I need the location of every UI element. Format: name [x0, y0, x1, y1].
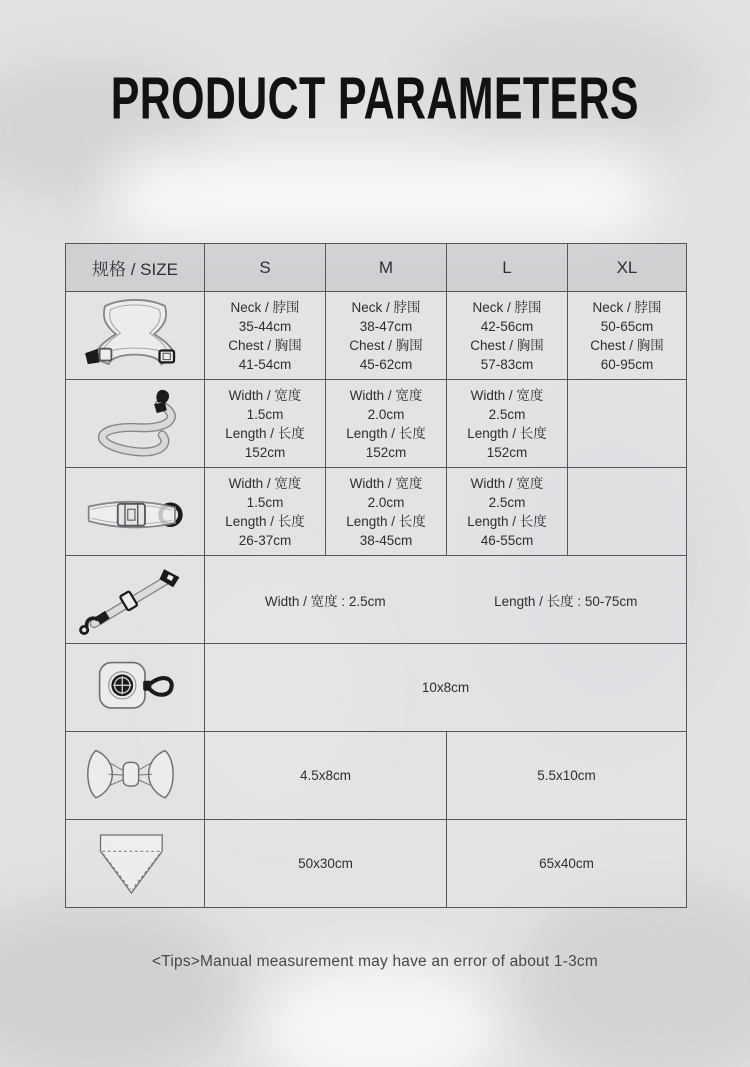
bandana-size-sm: 50x30cm: [205, 820, 447, 908]
bow-tie-size-lxl: 5.5x10cm: [447, 732, 687, 820]
collar-size-xl-empty: [568, 468, 687, 556]
background-texture: [520, 880, 750, 1067]
leash-size-s: Width / 宽度 1.5cm Length / 长度 152cm: [205, 380, 326, 468]
harness-size-l: Neck / 脖围 42-56cm Chest / 胸围 57-83cm: [447, 292, 568, 380]
bandana-size-lxl: 65x40cm: [447, 820, 687, 908]
bandana-icon: [66, 820, 205, 908]
collar-size-s: Width / 宽度 1.5cm Length / 长度 26-37cm: [205, 468, 326, 556]
seatbelt-width: Width / 宽度 : 2.5cm: [264, 593, 386, 609]
leash-size-m: Width / 宽度 2.0cm Length / 长度 152cm: [326, 380, 447, 468]
leash-icon: [66, 380, 205, 468]
measurement-tip: <Tips>Manual measurement may have an error of about 1-3cm: [152, 953, 598, 970]
harness-size-s: Neck / 脖围 35-44cm Chest / 胸围 41-54cm: [205, 292, 326, 380]
harness-size-xl: Neck / 脖围 50-65cm Chest / 胸围 60-95cm: [568, 292, 687, 380]
header-col-xl: XL: [568, 244, 687, 292]
background-texture: [0, 900, 240, 1067]
collar-size-l: Width / 宽度 2.5cm Length / 长度 46-55cm: [447, 468, 568, 556]
row-bag-dispenser: [66, 644, 687, 732]
harness-icon: [66, 292, 205, 380]
bag-dispenser-icon: [66, 644, 205, 732]
collar-size-m: Width / 宽度 2.0cm Length / 长度 38-45cm: [326, 468, 447, 556]
leash-size-xl-empty: [568, 380, 687, 468]
page-title: PRODUCT PARAMETERS: [110, 65, 640, 132]
row-bow-tie: [66, 732, 687, 820]
bow-tie-size-sm: 4.5x8cm: [205, 732, 447, 820]
row-collar: [66, 468, 687, 556]
bow-tie-icon: [66, 732, 205, 820]
seatbelt-dimensions: [205, 556, 687, 644]
header-col-l: L: [447, 244, 568, 292]
collar-icon: [66, 468, 205, 556]
harness-size-m: Neck / 脖围 38-47cm Chest / 胸围 45-62cm: [326, 292, 447, 380]
row-bandana: [66, 820, 687, 908]
header-size-label: 规格 / SIZE: [66, 244, 205, 292]
size-table: [65, 243, 687, 908]
background-texture: [260, 960, 500, 1067]
header-col-m: M: [326, 244, 447, 292]
row-leash: [66, 380, 687, 468]
seatbelt-length: Length / 长度 : 50-75cm: [494, 593, 638, 609]
header-col-s: S: [205, 244, 326, 292]
background-texture: [110, 150, 650, 240]
bag-dispenser-size: 10x8cm: [205, 644, 687, 732]
seatbelt-icon: [66, 556, 205, 644]
table-header-row: [66, 244, 687, 292]
row-seatbelt: [66, 556, 687, 644]
row-harness: [66, 292, 687, 380]
leash-size-l: Width / 宽度 2.5cm Length / 长度 152cm: [447, 380, 568, 468]
